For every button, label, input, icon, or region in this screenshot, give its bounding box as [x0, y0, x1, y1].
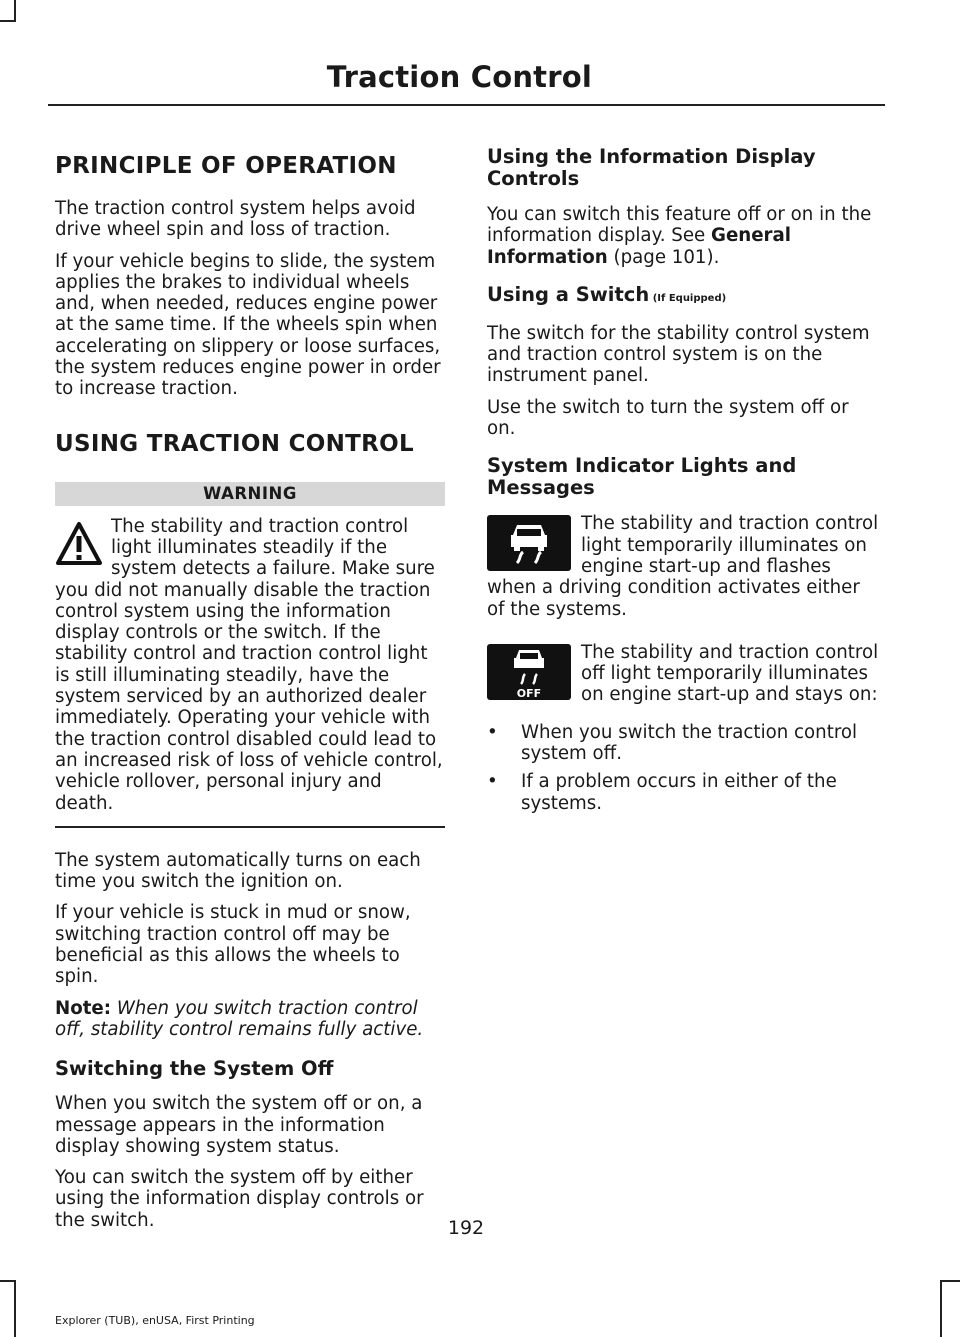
heading-text: Using a Switch: [487, 282, 650, 306]
warning-label: WARNING: [55, 482, 445, 506]
crop-mark: [940, 1280, 942, 1337]
list-item: • If a problem occurs in either of the systems.: [487, 771, 879, 814]
indicator-description: The stability and traction control off light temporarily illuminates on engine start-up and stays on:: [581, 641, 879, 706]
left-column: [55, 146, 445, 1241]
page-number: 192: [447, 1217, 485, 1239]
note: [55, 998, 445, 1041]
warning-box: [55, 482, 445, 828]
warning-text: The stability and traction control light illuminates steadily if the system detects a failure. Make sure you did not manually disable the traction control system using the information display controls or the switch. If the stability control and traction control light is still illuminating steadily, have the system serviced by an authorized dealer immediately. Operating your vehicle with the traction control disabled could lead to an increased risk of loss of vehicle control, vehicle rollover, personal injury and death.: [55, 515, 443, 814]
paragraph: The switch for the stability control system and traction control system is on the instrument panel.: [487, 322, 870, 387]
header-rule: [48, 104, 885, 106]
text: (page 101).: [607, 246, 720, 268]
stability-control-icon: [487, 515, 571, 571]
paragraph: The traction control system helps avoid drive wheel spin and loss of traction.: [55, 198, 416, 241]
heading-switching-system-off: Switching the System Off: [55, 1057, 334, 1081]
crop-mark: [0, 20, 16, 22]
right-column: [487, 146, 879, 821]
paragraph: You can switch the system off by either using the information display controls or the switch.: [55, 1167, 424, 1231]
paragraph: If your vehicle begins to slide, the system applies the brakes to individual wheels and, when needed, reduces engine power at the same time. If the wheels spin when accelerating on slippery or loose surfaces, the system reduces engine power in order to increase traction.: [55, 250, 441, 400]
paragraph: The system automatically turns on each time you switch the ignition on.: [55, 849, 421, 893]
note-text: When you switch traction control off, stability control remains fully active.: [55, 997, 424, 1040]
bullet-list: [487, 722, 879, 814]
paragraph: When you switch the system off or on, a message appears in the information display showing system status.: [55, 1093, 423, 1157]
indicator-description: The stability and traction control light temporarily illuminates on engine start-up and flashes when a driving condition activates either of the systems.: [487, 513, 879, 620]
list-item: • When you switch the traction control system off.: [487, 722, 879, 765]
paragraph: Use the switch to turn the system off or on.: [487, 396, 849, 440]
heading-principle-of-operation: PRINCIPLE OF OPERATION: [55, 153, 397, 179]
off-label: OFF: [516, 686, 542, 700]
heading-information-display-controls: Using the Information Display Controls: [487, 145, 816, 190]
warning-triangle-icon: [55, 520, 103, 568]
paragraph: If your vehicle is stuck in mud or snow, switching traction control off may be beneficial as this allows the wheels to spin.: [55, 902, 411, 988]
running-title: Traction Control: [326, 60, 592, 94]
text: You can switch this feature off or on in the information display. See: [487, 204, 872, 247]
footer-edition: Explorer (TUB), enUSA, First Printing: [55, 1314, 255, 1327]
note-label: Note:: [55, 997, 112, 1019]
paragraph: [487, 204, 879, 268]
cross-reference-link[interactable]: General Information: [487, 225, 792, 268]
heading-system-indicator-lights: System Indicator Lights and Messages: [487, 454, 797, 500]
crop-mark: [0, 1280, 16, 1282]
warning-rule: [55, 826, 445, 828]
heading-using-traction-control: USING TRACTION CONTROL: [55, 430, 414, 457]
indicator-stability-off: [487, 642, 879, 716]
crop-mark: [940, 1280, 960, 1282]
warning-content: [55, 516, 445, 814]
heading-using-a-switch: [487, 284, 879, 310]
crop-mark: [14, 1280, 16, 1337]
crop-mark: [14, 0, 16, 22]
if-equipped-label: (If Equipped): [649, 292, 727, 304]
stability-control-off-icon: [487, 644, 571, 700]
indicator-stability: [487, 513, 879, 629]
